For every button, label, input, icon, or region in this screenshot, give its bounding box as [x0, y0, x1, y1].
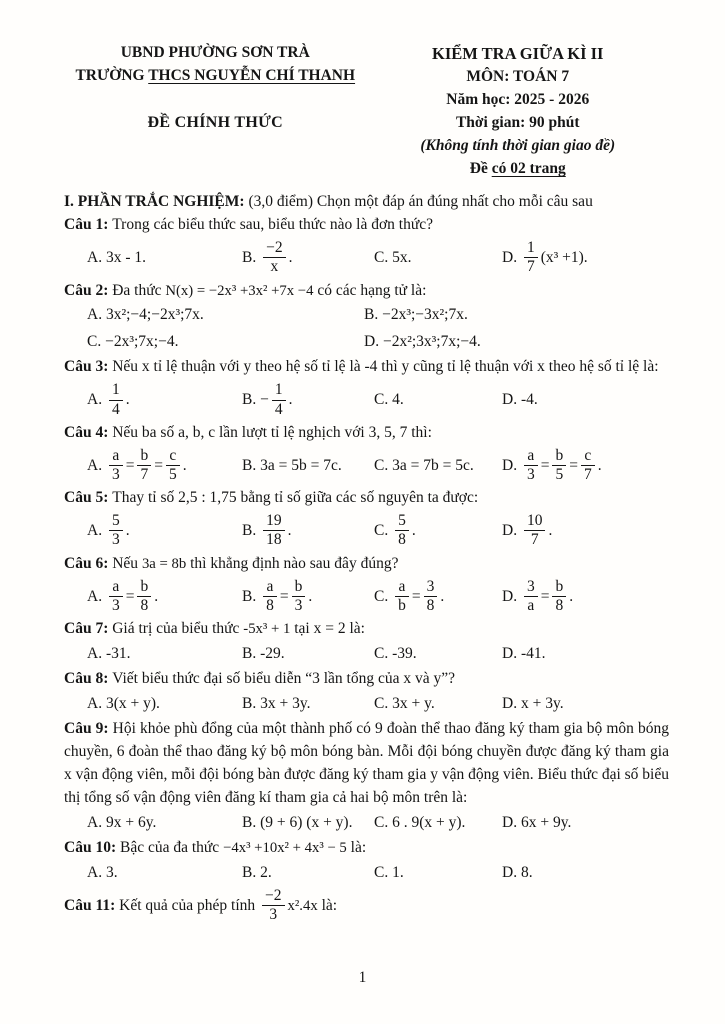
option-c: C. $\frac{a}{b}$ = $\frac{3}{8}$ .	[374, 577, 445, 614]
fraction: $\frac{b}{8}$	[552, 579, 566, 615]
fraction: $\frac{a}{8}$	[263, 579, 277, 615]
duration-note: (Không tính thời gian giao đề)	[420, 137, 616, 155]
fraction: $\frac{1}{4}$	[109, 382, 123, 418]
org-name: UBND PHƯỜNG SƠN TRÀ	[120, 44, 310, 61]
option-c: C. 3a = 7b = 5c.	[374, 456, 474, 474]
question-5	[64, 487, 669, 552]
question-1	[64, 214, 669, 279]
option-d: D. -41.	[502, 645, 546, 663]
page-number: 1	[358, 969, 367, 987]
option-d: D. 8.	[502, 863, 533, 881]
section-title-desc: (3,0 điểm) Chọn một đáp án đúng nhất cho mỗi câu sau	[244, 193, 593, 211]
fraction: $\frac{a}{3}$	[524, 448, 538, 484]
option-label: B.	[242, 248, 261, 266]
option-a: A. $\frac{a}{3}$ = $\frac{b}{8}$ .	[87, 577, 159, 614]
option-a: A. 3(x + y).	[87, 695, 160, 712]
subject-label: MÔN: TOÁN 7	[466, 68, 570, 86]
option-b: B. (9 + 6) (x + y).	[242, 813, 353, 831]
option-d: D. x + 3y.	[502, 695, 564, 712]
option-label: C.	[87, 333, 106, 351]
school-name	[64, 65, 367, 88]
options-row	[64, 510, 669, 553]
option-a: A. $\frac{1}{4}$ .	[87, 381, 130, 418]
fraction: $\frac{a}{b}$	[395, 579, 409, 615]
fraction: $\frac{b}{7}$	[137, 448, 151, 484]
option-c: C. 1.	[374, 863, 404, 881]
exam-title: KIỂM TRA GIỮA KÌ II	[432, 44, 604, 63]
option-label: C.	[374, 695, 393, 712]
option-label: A.	[87, 391, 106, 409]
option-label: B.	[242, 391, 261, 409]
fraction: $\frac{19}{18}$	[263, 513, 285, 549]
option-d: D. $\frac{10}{7}$ .	[502, 512, 553, 549]
option-label: B.	[242, 522, 261, 540]
options-row	[64, 237, 669, 280]
option-label: B.	[364, 306, 383, 324]
option-c: C. 5x.	[374, 248, 412, 266]
option-b: B. 2.	[242, 863, 272, 881]
option-c: C. 3x + y.	[374, 695, 435, 712]
page-count-underlined: có 02 trang	[491, 160, 566, 178]
fraction: $\frac{3}{a}$	[524, 579, 538, 615]
question-text: Câu 1: Trong các biểu thức sau, biểu thức nào là đơn thức?	[64, 216, 434, 234]
question-text: Câu 11: Kết quả của phép tính $\frac{-2}{3}$ x².4x là:	[64, 886, 338, 923]
question-label: Câu 11:	[64, 896, 120, 914]
option-c: C. -39.	[374, 645, 417, 663]
option-label: B.	[242, 813, 261, 831]
section-title	[64, 191, 669, 214]
option-label: A.	[87, 587, 106, 605]
math-expression: 3a = 8b	[141, 555, 187, 572]
option-label: D.	[502, 391, 521, 409]
math-expression: x².4x	[287, 897, 318, 914]
option-label: C.	[374, 863, 393, 881]
question-text: Câu 10: Bậc của đa thức −4x³ +10x² + 4x³ − 5 là:	[64, 838, 367, 856]
option-a: A. 9x + 6y.	[87, 813, 157, 831]
option-label: B.	[242, 645, 261, 663]
option-b: B. $\frac{-2}{x}$ .	[242, 238, 293, 276]
option-c: C. 6 . 9(x + y).	[374, 813, 466, 831]
option-d: D. -4.	[502, 391, 538, 409]
option-b: B. −2x³;−3x²;7x.	[364, 306, 468, 324]
school-name-underlined: THCS NGUYỄN CHÍ THANH	[148, 66, 356, 84]
question-text: Câu 7: Giá trị của biểu thức -5x³ + 1 tại x = 2 là:	[64, 620, 365, 638]
option-a: A. 3x²;−4;−2x³;7x.	[87, 306, 204, 324]
question-7	[64, 618, 669, 668]
fraction: $\frac{1}{7}$	[524, 240, 538, 276]
options-row	[64, 379, 669, 422]
question-4	[64, 422, 669, 487]
question-label: Câu 3:	[64, 358, 113, 376]
question-label: Câu 8:	[64, 670, 113, 688]
fraction: $\frac{a}{3}$	[109, 579, 123, 615]
option-label: B.	[242, 695, 261, 712]
question-11	[64, 887, 669, 926]
fraction: $\frac{3}{8}$	[424, 579, 438, 615]
fraction: $\frac{b}{3}$	[292, 579, 306, 615]
header	[64, 42, 669, 181]
option-a: A. $\frac{5}{3}$ .	[87, 512, 130, 549]
option-b: B. 3a = 5b = 7c.	[242, 456, 342, 474]
option-label: A.	[87, 695, 106, 712]
options-row	[64, 860, 669, 887]
question-label: Câu 5:	[64, 489, 113, 507]
question-text: Câu 5: Thay tỉ số 2,5 : 1,75 bằng tỉ số giữa các số nguyên ta được:	[64, 489, 479, 507]
page-count	[367, 158, 670, 181]
option-label: A.	[87, 645, 106, 663]
option-label: D.	[502, 813, 521, 831]
question-text: Câu 3: Nếu x tỉ lệ thuận với y theo hệ số tỉ lệ là -4 thì y cũng tỉ lệ thuận với x theo hệ số tỉ lệ là:	[64, 358, 659, 376]
option-label: D.	[364, 333, 383, 351]
fraction: $\frac{-2}{x}$	[263, 240, 286, 276]
options-row	[64, 445, 669, 488]
option-d: D. $\frac{3}{a}$ = $\frac{b}{8}$ .	[502, 577, 574, 614]
fraction: $\frac{10}{7}$	[524, 513, 546, 549]
fraction: $\frac{-2}{3}$	[262, 888, 285, 924]
section-title-label: I. PHẦN TRẮC NGHIỆM:	[64, 193, 245, 211]
fraction: $\frac{5}{8}$	[395, 513, 409, 549]
option-label: A.	[87, 306, 106, 324]
option-a: A. $\frac{a}{3}$ = $\frac{b}{7}$ = $\frac{c}{5}$ .	[87, 446, 187, 483]
option-label: D.	[502, 587, 521, 605]
option-label: D.	[502, 863, 521, 881]
question-label: Câu 1:	[64, 216, 113, 234]
question-label: Câu 6:	[64, 554, 113, 572]
option-label: C.	[374, 391, 393, 409]
options-row	[64, 641, 669, 668]
fraction: $\frac{a}{3}$	[109, 448, 123, 484]
option-b: B. $\frac{a}{8}$ = $\frac{b}{3}$ .	[242, 577, 313, 614]
option-label: D.	[502, 456, 521, 474]
option-b: B. $\frac{19}{18}$ .	[242, 512, 292, 549]
fraction: $\frac{c}{7}$	[581, 448, 595, 484]
option-label: D.	[502, 645, 521, 663]
exam-type-label: ĐỀ CHÍNH THỨC	[147, 113, 283, 131]
option-c: C. 4.	[374, 391, 404, 409]
options-row	[64, 302, 669, 356]
question-2	[64, 280, 669, 357]
fraction: $\frac{b}{8}$	[137, 579, 151, 615]
school-year: Năm học: 2025 - 2026	[446, 91, 590, 109]
page-count-prefix: Đề	[469, 160, 492, 178]
option-c: C. $\frac{5}{8}$ .	[374, 512, 416, 549]
question-9	[64, 718, 669, 837]
option-label: C.	[374, 456, 393, 474]
option-b: B. 3x + 3y.	[242, 695, 311, 712]
options-row	[64, 810, 669, 837]
option-label: C.	[374, 813, 393, 831]
option-label: A.	[87, 813, 106, 831]
option-label: B.	[242, 863, 261, 881]
question-text: Câu 8: Viết biểu thức đại số biểu diễn “3 lần tổng của x và y”?	[64, 670, 455, 688]
math-expression: −4x³ +10x² + 4x³ − 5	[223, 839, 347, 856]
math-expression: -5x³ + 1	[243, 621, 291, 638]
question-label: Câu 7:	[64, 620, 113, 638]
option-a: A. 3.	[87, 863, 118, 881]
questions-list	[64, 214, 669, 925]
option-label: C.	[374, 587, 393, 605]
fraction: $\frac{c}{5}$	[166, 448, 180, 484]
option-d: D. $\frac{1}{7}$ (x³ +1).	[502, 238, 588, 276]
option-label: D.	[502, 248, 521, 266]
duration-label: Thời gian: 90 phút	[455, 114, 580, 132]
option-label: D.	[502, 522, 521, 540]
option-label: A.	[87, 522, 106, 540]
option-a: A. 3x - 1.	[87, 248, 146, 266]
question-label: Câu 4:	[64, 423, 113, 441]
school-name-prefix: TRƯỜNG	[75, 66, 149, 84]
question-8	[64, 668, 669, 718]
question-text: Câu 9: Hội khỏe phù đổng của một thành phố có 9 đoàn thể thao đăng ký tham gia bộ môn bóng chuyền, 6 đoàn thể thao đăng ký bộ môn bóng bàn. Mỗi đội bóng chuyền được đăng ký tham gia x vận động viên, mỗi đội bóng bàn được đăng ký tham gia y vận động viên. Biểu thức đại số biểu thị tổng số vận động viên đăng kí tham gia cả hai bộ môn trên là:	[64, 719, 669, 806]
question-label: Câu 9:	[64, 719, 113, 737]
option-d: D. −2x²;3x³;7x;−4.	[364, 333, 481, 351]
question-text: Câu 4: Nếu ba số a, b, c lần lượt tỉ lệ nghịch với 3, 5, 7 thì:	[64, 423, 432, 441]
options-row	[64, 576, 669, 619]
question-text: Câu 2: Đa thức N(x) = −2x³ +3x² +7x −4 có các hạng tử là:	[64, 281, 427, 299]
option-label: B.	[242, 587, 261, 605]
fraction: $\frac{1}{4}$	[272, 382, 286, 418]
question-label: Câu 10:	[64, 838, 120, 856]
option-d: D. 6x + 9y.	[502, 813, 572, 831]
option-c: C. −2x³;7x;−4.	[87, 333, 179, 351]
option-label: C.	[374, 522, 393, 540]
option-b: B. -29.	[242, 645, 285, 663]
option-d: D. $\frac{a}{3}$ = $\frac{b}{5}$ = $\frac{c}{7}$ .	[502, 446, 602, 483]
question-10	[64, 837, 669, 887]
question-text: Câu 6: Nếu 3a = 8b thì khẳng định nào sau đây đúng?	[64, 554, 399, 572]
math-expression: N(x) = −2x³ +3x² +7x −4	[165, 282, 314, 299]
option-label: D.	[502, 695, 521, 712]
option-label: A.	[87, 863, 106, 881]
option-label: A.	[87, 248, 106, 266]
question-3	[64, 356, 669, 421]
question-label: Câu 2:	[64, 281, 113, 299]
option-label: C.	[374, 248, 393, 266]
options-row	[64, 691, 669, 718]
option-label: B.	[242, 456, 261, 474]
header-left	[64, 42, 367, 181]
option-label: C.	[374, 645, 393, 663]
question-6	[64, 553, 669, 618]
fraction: $\frac{b}{5}$	[552, 448, 566, 484]
option-label: A.	[87, 456, 106, 474]
header-right	[367, 42, 670, 181]
option-b: B. − $\frac{1}{4}$ .	[242, 381, 293, 418]
option-a: A. -31.	[87, 645, 131, 663]
fraction: $\frac{5}{3}$	[109, 513, 123, 549]
